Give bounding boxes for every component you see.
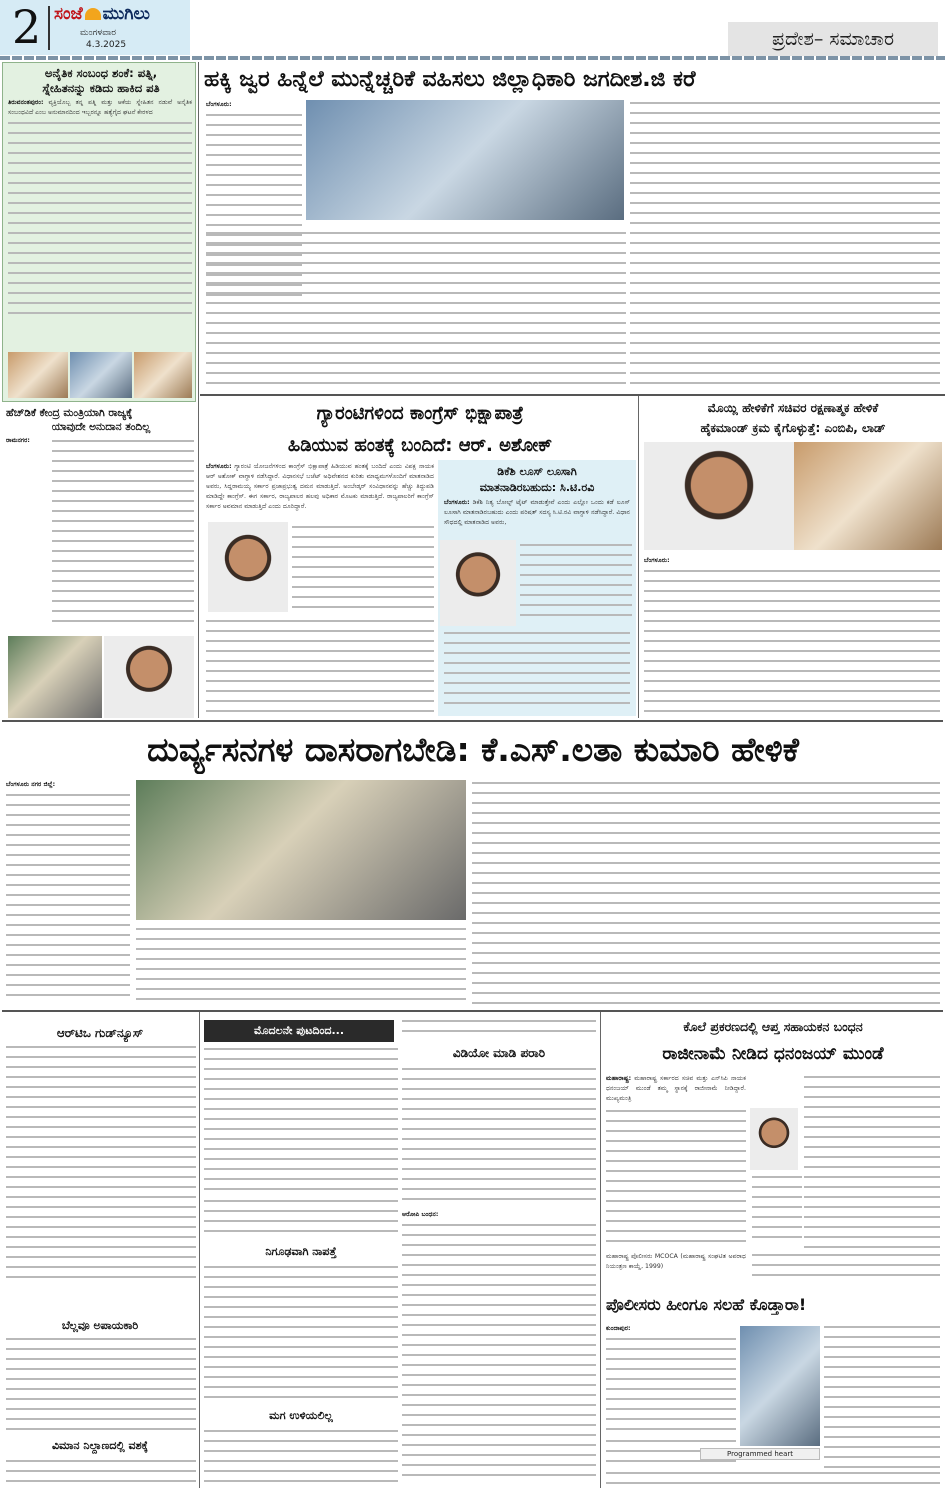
dateline: ಬೆಂಗಳೂರು ನಗರ ಜಿಲ್ಲೆ: (6, 781, 56, 788)
section-rule (2, 720, 943, 722)
story-headline: ವಿಡಿಯೋ ಮಾಡಿ ಪರಾರಿ (452, 1046, 546, 1060)
story-text-lines (824, 1326, 940, 1476)
story-text-lines (804, 1076, 940, 1252)
story-text-lines (520, 544, 632, 630)
headline-line: ಮಾತನಾಡಿರಬಹುದು: ಸಿ.ಟಿ.ರವಿ (479, 481, 595, 494)
story-text-lines (472, 782, 940, 1008)
headline-line: ಅನೈತಿಕ ಸಂಬಂಧ ಶಂಕೆ: ಪತ್ನಿ, (44, 66, 158, 80)
story-headline: ರಾಜೀನಾಮೆ ನೀಡಿದ ಧನಂಜಯ್ ಮುಂಡೆ (662, 1044, 884, 1064)
dateline: ಬೆಂಗಳೂರು: (444, 499, 470, 506)
story-text-lines (6, 1460, 196, 1488)
story-headline (440, 464, 634, 496)
photo-ct-ravi (440, 540, 516, 626)
subheadline: ಬೆಲ್ಲವೂ ಅಪಾಯಕಾರಿ (61, 1319, 139, 1332)
story-text-lines (292, 526, 434, 616)
story-text-lines (136, 928, 466, 1008)
column-rule (199, 1012, 200, 1488)
story-body (6, 780, 130, 794)
story-text-lines (204, 1048, 398, 1196)
story-headline (642, 398, 944, 438)
story-text-lines (606, 1110, 746, 1246)
issue-date: 4.3.2025 (86, 40, 127, 50)
logo-text-2: ಮುಗಿಲು (102, 4, 150, 24)
headline-line: ಹೈಕಮಾಂಡ್ ಕ್ರಮ ಕೈಗೊಳ್ಳುತ್ತೆ: ಎಂಬಿಪಿ, ಲಾಡ್ (700, 421, 886, 435)
photo-dhananjay-munde (750, 1108, 798, 1170)
story-body (606, 1252, 746, 1284)
subhead-lead: ಆರೋಪಿ ಬಂಧನ: (402, 1211, 439, 1218)
story-text-lines (444, 632, 630, 714)
story-text-lines (402, 1068, 596, 1206)
photo-santosh-lad (794, 442, 942, 550)
story-text-lines (52, 440, 194, 626)
photo-kumaraswamy (8, 636, 102, 718)
photo-mb-patil (644, 442, 794, 550)
headline-line: ಹಿಡಿಯುವ ಹಂತಕ್ಕೆ ಬಂದಿದೆ: ಆರ್. ಅಶೋಕ್ (287, 435, 553, 456)
continued-banner: ಮೊದಲನೇ ಪುಟದಿಂದ... (204, 1020, 394, 1042)
dateline: ಬೆಂಗಳೂರು: (206, 101, 232, 108)
photo-officials-release (306, 100, 624, 220)
headline-line: ಗ್ಯಾರಂಟಿಗಳಿಂದ ಕಾಂಗ್ರೆಸ್ ಭಿಕ್ಷಾಪಾತ್ರೆ (316, 403, 524, 424)
newspaper-logo (54, 4, 150, 24)
story-text-lines (8, 122, 192, 322)
story-text-lines (402, 1224, 596, 1488)
story-body (606, 1074, 746, 1106)
story-text: ಮಹಾರಾಷ್ಟ್ರ ಸರ್ಕಾರದ ಸಚಿವ ಮತ್ತು ಎನ್‌ಸಿಪಿ ನಾಯಕ ಧನಂಜಯ್ ಮುಂಡೆ ತಮ್ಮ ಸ್ಥಾನಕ್ಕೆ ರಾಜೀನಾಮೆ ನೀಡಿದ್ದಾರೆ. ಮುಖ್ಯಮಂತ್ರಿ (606, 1075, 746, 1102)
section-rule (2, 1010, 943, 1012)
story-text-lines (606, 1472, 940, 1488)
section-tag: ಪ್ರದೇಶ– ಸಮಾಚಾರ (728, 22, 938, 56)
subheadline: ನಿಗೂಢವಾಗಿ ನಾಪತ್ತೆ (265, 1245, 337, 1258)
photo-woman (70, 352, 132, 398)
story-text-lines (752, 1176, 802, 1252)
page-number: 2 (12, 0, 42, 54)
story-text-lines (630, 102, 940, 392)
story-text: ಗ್ಯಾರಂಟಿ ಯೋಜನೆಗಳಿಂದ ಕಾಂಗ್ರೆಸ್ ಭಿಕ್ಷಾಪಾತ್ರೆ ಹಿಡಿಯುವ ಹಂತಕ್ಕೆ ಬಂದಿದೆ ಎಂದು ವಿಪಕ್ಷ ನಾಯಕ ಆರ್ ಅಶೋಕ್ ವಾಗ್ದಾಳಿ ನಡೆಸಿದ್ದಾರೆ. ವಿಧಾನಸಭೆ ಬಜೆಟ್ ಅಧಿವೇಶನದ ಕುರಿತು ಮಾಧ್ಯಮಗಳೊಂದಿಗೆ ಮಾತನಾಡಿದ ಅವರು, ಸಿದ್ದರಾಮಯ್ಯ ಸರ್ಕಾರ ಪ್ರಜಾಪ್ರಭುತ್ವ ದಮನ ಮಾಡುತ್ತಿದೆ. ಅಂಬೇಡ್ಕರ್ ಸಂವಿಧಾನವನ್ನು ಹೆಚ್ಚು ತಿದ್ದುಪಡಿ ಮಾಡಿದ್ದೇ ಕಾಂಗ್ರೆಸ್. ಈಗ ಸರ್ಕಾರ, ರಾಜ್ಯಪಾಲರ ಹಲವು ಅಧಿಕಾರ ಮೊಟಕು ಮಾಡುತ್ತಿದೆ. ರಾಜ್ಯಪಾಲರಿಗೆ ಕಾಂಗ್ರೆಸ್ ಸರ್ಕಾರ ಅವಮಾನ ಮಾಡುತ್ತಿದೆ ಎಂದು ದೂರಿದ್ದಾರೆ. (206, 463, 434, 510)
story-text-lines (6, 794, 130, 1006)
subheadline: ಮಗ ಉಳಿಯಲಿಲ್ಲ (269, 1409, 333, 1422)
story-text-lines (204, 1266, 398, 1406)
lead-headline: ದುರ್ವ್ಯಸನಗಳ ದಾಸರಾಗಬೇಡಿ: ಕೆ.ಎಸ್.ಲತಾ ಕುಮಾರಿ ಹೇಳಿಕೆ (147, 730, 799, 769)
story-body (444, 498, 630, 538)
logo-text-1: ಸಂಜೆ (54, 4, 83, 24)
story-text-lines (6, 1338, 196, 1432)
headline-line: ಡಿಕೆಶಿ ಲೂಸ್ ಲೂಸಾಗಿ (497, 465, 577, 478)
headline-line: ಹೆಚ್‌ಡಿಕೆ ಕೇಂದ್ರ ಮಂತ್ರಿಯಾಗಿ ರಾಜ್ಯಕ್ಕೆ (6, 407, 133, 419)
column-rule (638, 396, 639, 718)
headline-line: ಮೊಯ್ಲಿ ಹೇಳಿಕೆಗೆ ಸಚಿವರ ರಕ್ಷಣಾತ್ಮಕ ಹೇಳಿಕೆ (707, 401, 879, 415)
story-text: ಮಹಾರಾಷ್ಟ್ರ ಪೊಲೀಸರು MCOCA (ಮಹಾರಾಷ್ಟ್ರ ಸಂಘಟಿತ ಅಪರಾಧ ನಿಯಂತ್ರಣ ಕಾಯ್ದೆ, 1999) (606, 1253, 746, 1270)
story-text-lines (204, 1430, 398, 1488)
photo-caption: Programmed heart (700, 1448, 820, 1460)
story-text-lines (206, 620, 434, 720)
story-text-lines (402, 1020, 596, 1042)
headline-line: ಸ್ನೇಹಿತನನ್ನು ಕಡಿದು ಹಾಕಿದ ಪತಿ (42, 81, 160, 95)
column-rule (198, 62, 199, 718)
weekday: ಮಂಗಳವಾರ (80, 28, 117, 38)
photo-awareness-rally (136, 780, 466, 920)
section-rule (200, 394, 945, 396)
story-text-lines (752, 1254, 940, 1284)
story-headline (6, 406, 196, 434)
header-rule (0, 56, 945, 60)
masthead-divider (48, 6, 50, 50)
subheadline: ವಿಮಾನ ನಿಲ್ದಾಣದಲ್ಲಿ ವಶಕ್ಕೆ (51, 1439, 149, 1452)
story-body (6, 436, 194, 632)
story-headline (8, 66, 194, 96)
dateline: ಬೆಂಗಳೂರು: (206, 463, 232, 470)
dateline: ತಿರುವನಂತಪುರಂ: (8, 99, 44, 106)
dateline: ಬೆಂಗಳೂರು: (644, 557, 670, 564)
story-body (8, 98, 192, 338)
column-rule (600, 1012, 601, 1488)
photo-police-officer (740, 1326, 820, 1446)
headline-line: ಯಾವುದೇ ಅನುದಾನ ತಂದಿಲ್ಲ (51, 421, 151, 433)
story-text: ಡಿಕೆಶಿ ನಿತ್ಯ ಬೋಲ್ಟ್ ಟೈಟ್ ಮಾಡುತ್ತೇವೆ ಎಂದು ಎಲ್ಲೋ ಒಂದು ಕಡೆ ಲೂಸ್ ಲೂಸಾಗಿ ಮಾತನಾಡಿರಬಹುದು ಎಂದು ಪರಿಷತ್ ಸದಸ್ಯ ಸಿ.ಟಿ.ರವಿ ವಾಗ್ದಾಳಿ ನಡೆಸಿದ್ದಾರೆ. ವಿಧಾನ ಸೌಧದಲ್ಲಿ ಮಾತನಾಡಿದ ಅವರು, (444, 499, 630, 526)
lead-headline: ಹಕ್ಕಿ ಜ್ವರ ಹಿನ್ನೆಲೆ ಮುನ್ನೆಚ್ಚರಿಕೆ ವಹಿಸಲು ಜಿಲ್ಲಾಧಿಕಾರಿ ಜಗದೀಶ.ಜಿ ಕರೆ (204, 67, 696, 92)
story-headline: ಕೊಲೆ ಪ್ರಕರಣದಲ್ಲಿ ಆಪ್ತ ಸಹಾಯಕನ ಬಂಧನ (683, 1019, 863, 1034)
story-headline: ಆರ್‌ಟಿಒ ಗುಡ್‌ನ್ಯೂಸ್ (56, 1026, 144, 1040)
story-body (644, 556, 784, 570)
dateline: ರಾಮನಗರ: (6, 437, 30, 444)
story-text-lines (6, 1046, 196, 1282)
story-text-lines (644, 570, 940, 716)
story-text: ವ್ಯಕ್ತಿಯೊಬ್ಬ ತನ್ನ ಪತ್ನಿ ಮತ್ತು ಆಕೆಯ ಸ್ನೇಹಿತನ ನಡುವೆ ಅನೈತಿಕ ಸಂಬಂಧವಿದೆ ಎಂಬ ಅನುಮಾನದಿಂದ ಇಬ್ಬರನ್ನೂ ಹತ್ಯೆಗೈದ ಘಟನೆ ಕೇರಳದ (8, 99, 192, 116)
story-headline (204, 398, 636, 462)
photo-leader (104, 636, 194, 718)
story-text-lines (606, 1338, 736, 1438)
dateline: ಕುಂದಾಪುರ: (606, 1325, 631, 1332)
story-body (402, 1210, 596, 1222)
photo-man-2 (134, 352, 192, 398)
dateline: ಮಹಾರಾಷ್ಟ್ರ: (606, 1075, 632, 1082)
story-text-lines (206, 232, 626, 392)
story-headline: ಪೊಲೀಸರು ಹೀಂಗೂ ಸಲಹೆ ಕೊಡ್ತಾರಾ! (606, 1295, 807, 1314)
photo-man-1 (8, 352, 68, 398)
story-text-lines (204, 1200, 398, 1242)
story-body (206, 462, 434, 522)
sun-palm-icon (85, 8, 101, 20)
photo-ashok (208, 522, 288, 612)
